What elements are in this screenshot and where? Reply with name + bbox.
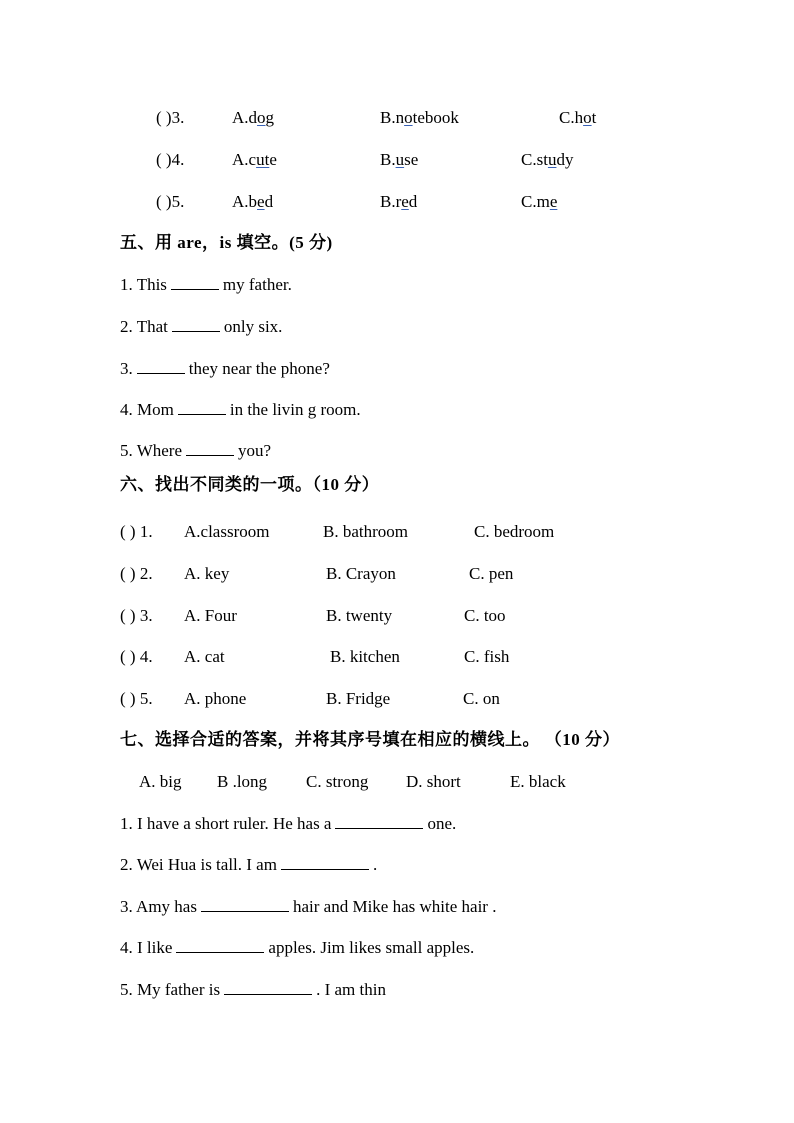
sec6-option-a: A. cat (184, 647, 225, 666)
sec7-option-d: D. short (406, 772, 461, 791)
sec7-option-c: C. strong (306, 772, 369, 791)
sec6-option-a: A. phone (184, 689, 247, 708)
sec7-item-4: 4. I like apples. Jim likes small apples. (120, 938, 475, 957)
sec6-paren: ( ) 1. (120, 522, 153, 541)
sec6-option-b: B. Crayon (326, 564, 396, 583)
sec6-option-a: A. key (184, 564, 230, 583)
sec6-paren: ( ) 2. (120, 564, 153, 583)
sec5-item-5: 5. Where you? (120, 441, 272, 460)
sec7-option-a: A. big (139, 772, 182, 791)
sec6-option-b: B. twenty (326, 606, 393, 625)
sec6-option-a: A.classroom (184, 522, 270, 541)
sec4-option-a: A.dog (232, 108, 275, 127)
sec7-title: 七、选择合适的答案，并将其序号填在相应的横线上。 （10 分） (120, 730, 620, 749)
sec6-option-c: C. bedroom (474, 522, 555, 541)
sec6-option-c: C. pen (469, 564, 514, 583)
answer-blank[interactable] (171, 275, 219, 290)
sec5-item-3: 3. they near the phone? (120, 359, 330, 378)
sec5-title: 五、用 are，is 填空。(5 分) (120, 233, 333, 252)
sec4-option-b: B.red (380, 192, 418, 211)
sec5-item-4: 4. Mom in the livin g room. (120, 400, 361, 419)
sec4-option-b: B.notebook (380, 108, 459, 127)
sec4-paren: ( )5. (156, 192, 185, 211)
sec4-option-a: A.cute (232, 150, 277, 169)
answer-blank[interactable] (201, 897, 289, 912)
answer-blank[interactable] (281, 855, 369, 870)
answer-blank[interactable] (335, 814, 423, 829)
answer-blank[interactable] (176, 938, 264, 953)
sec5-item-2: 2. That only six. (120, 317, 283, 336)
sec4-option-c: C.study (521, 150, 574, 169)
sec7-item-5: 5. My father is . I am thin (120, 980, 386, 999)
sec6-option-a: A. Four (184, 606, 237, 625)
sec6-option-b: B. bathroom (323, 522, 408, 541)
sec6-title: 六、找出不同类的一项。（10 分） (120, 475, 380, 494)
sec7-item-1: 1. I have a short ruler. He has a one. (120, 814, 457, 833)
sec6-paren: ( ) 4. (120, 647, 153, 666)
sec4-option-c: C.me (521, 192, 558, 211)
sec5-item-1: 1. This my father. (120, 275, 292, 294)
answer-blank[interactable] (172, 317, 220, 332)
sec6-paren: ( ) 5. (120, 689, 153, 708)
sec6-option-c: C. fish (464, 647, 510, 666)
sec4-option-b: B.use (380, 150, 419, 169)
sec6-option-b: B. kitchen (330, 647, 400, 666)
answer-blank[interactable] (137, 359, 185, 374)
sec4-option-c: C.hot (559, 108, 597, 127)
sec4-paren: ( )4. (156, 150, 185, 169)
sec4-paren: ( )3. (156, 108, 185, 127)
answer-blank[interactable] (186, 441, 234, 456)
sec6-option-c: C. too (464, 606, 506, 625)
sec7-item-2: 2. Wei Hua is tall. I am . (120, 855, 378, 874)
answer-blank[interactable] (224, 980, 312, 995)
sec7-option-b: B .long (217, 772, 268, 791)
sec7-item-3: 3. Amy has hair and Mike has white hair . (120, 897, 497, 916)
sec6-option-c: C. on (463, 689, 500, 708)
sec4-option-a: A.bed (232, 192, 274, 211)
sec6-option-b: B. Fridge (326, 689, 391, 708)
answer-blank[interactable] (178, 400, 226, 415)
sec7-option-e: E. black (510, 772, 566, 791)
sec6-paren: ( ) 3. (120, 606, 153, 625)
